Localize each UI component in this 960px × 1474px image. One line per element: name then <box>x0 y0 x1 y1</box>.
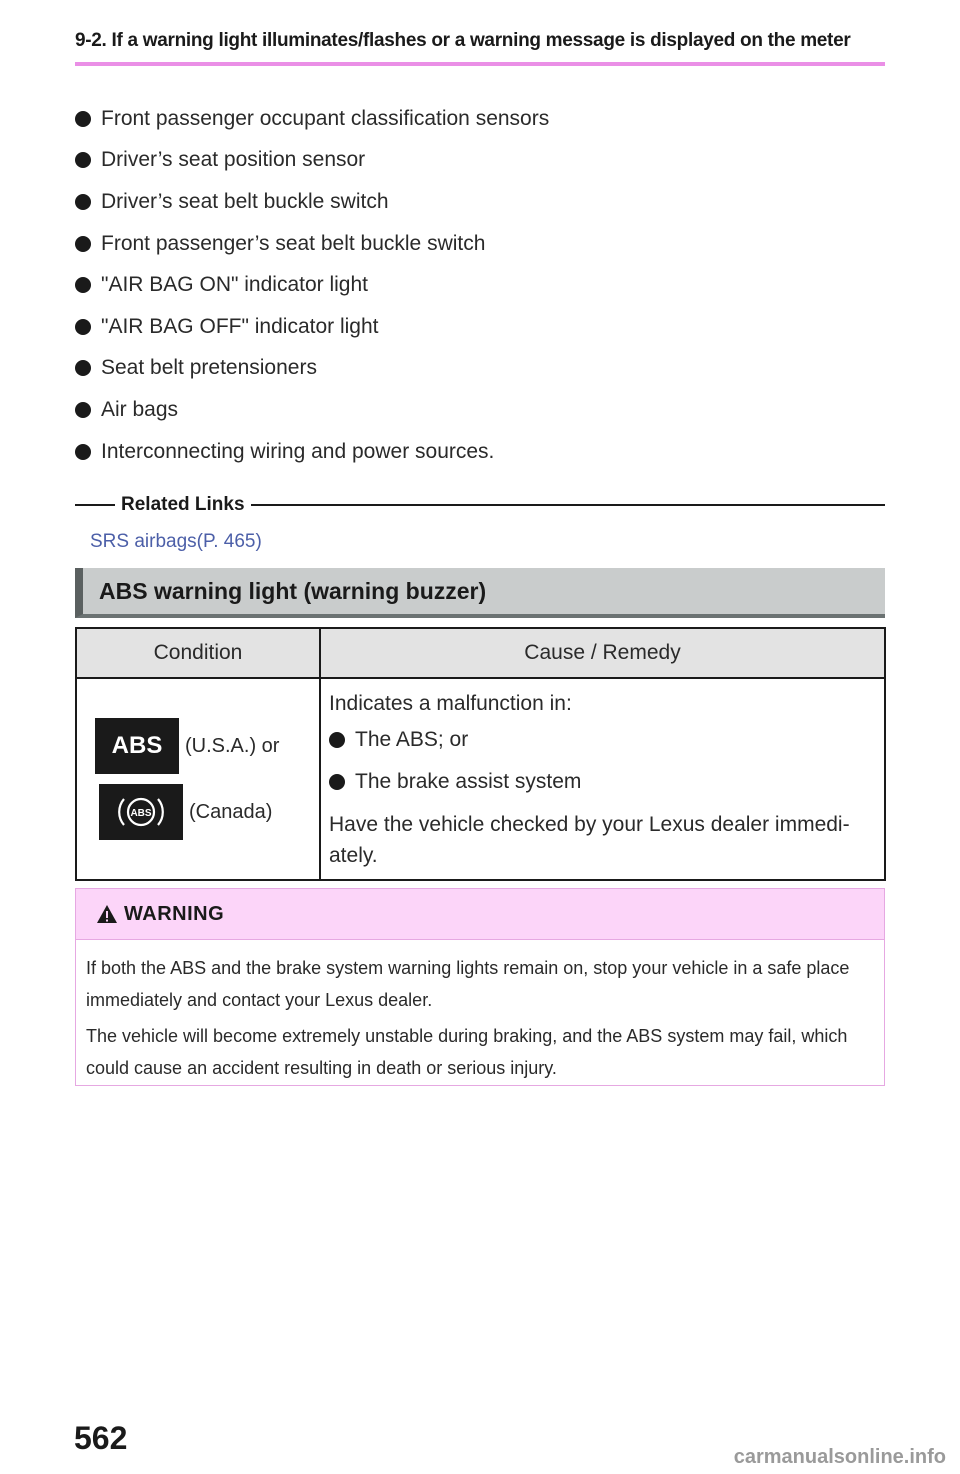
divider <box>75 504 115 506</box>
list-item <box>75 223 885 265</box>
condition-canada <box>99 784 319 840</box>
list-item <box>75 140 885 182</box>
bullet-dot-icon <box>329 774 345 790</box>
related-links-heading <box>75 490 885 520</box>
list-item-text: Driver’s seat belt buckle switch <box>101 189 389 213</box>
table-row <box>76 678 885 880</box>
condition-cell <box>76 678 320 880</box>
list-item <box>75 306 885 348</box>
bullet-dot-icon <box>75 152 91 168</box>
table-header-row <box>76 628 885 678</box>
list-item-text: Driver’s seat position sensor <box>101 148 366 172</box>
bullet-dot-icon <box>75 402 91 418</box>
warning-paragraph: The vehicle will become extremely unstable during braking, and the ABS system may fail, which could cause an accident resulting in death or serious injury. <box>86 1026 848 1078</box>
condition-usa <box>95 718 319 774</box>
abs-warning-light-icon: ABS <box>95 718 179 774</box>
list-item <box>75 181 885 223</box>
cause-remedy-cell <box>320 678 885 880</box>
list-item <box>75 98 885 140</box>
remedy-action: Have the vehicle checked by your Lexus dealer immedi-ately. <box>329 813 850 867</box>
warning-paragraph: If both the ABS and the brake system warning lights remain on, stop your vehicle in a safe place immediately and contact your Lexus dealer. <box>86 958 850 1010</box>
bullet-dot-icon <box>75 111 91 127</box>
warning-triangle-icon <box>96 904 118 924</box>
bullet-dot-icon <box>75 444 91 460</box>
watermark: carmanualsonline.info <box>733 1446 946 1468</box>
srs-airbags-link[interactable]: SRS airbags(P. 465) <box>90 531 262 552</box>
abs-circle-warning-light-icon <box>99 784 183 840</box>
remedy-item-text: The ABS; or <box>355 728 469 751</box>
page-header-title: 9-2. If a warning light illuminates/flashes or a warning message is displayed on the meter <box>75 30 885 66</box>
bullet-dot-icon <box>75 319 91 335</box>
list-item <box>75 348 885 390</box>
warning-body <box>76 940 884 1084</box>
list-item-text: Air bags <box>101 397 179 421</box>
usa-label: (U.S.A.) or <box>185 734 280 757</box>
canada-label: (Canada) <box>189 800 273 823</box>
warning-title: WARNING <box>124 902 225 925</box>
column-header-cause-remedy: Cause / Remedy <box>320 628 885 678</box>
list-item-text: "AIR BAG ON" indicator light <box>101 273 369 297</box>
divider <box>251 504 885 506</box>
list-item-text: Interconnecting wiring and power sources. <box>101 439 495 463</box>
bullet-dot-icon <box>75 194 91 210</box>
remedy-list-item <box>329 761 874 803</box>
remedy-intro: Indicates a malfunction in: <box>329 692 572 715</box>
list-item <box>75 431 885 473</box>
list-item <box>75 389 885 431</box>
remedy-list-item <box>329 719 874 761</box>
bullet-dot-icon <box>329 732 345 748</box>
column-header-condition: Condition <box>76 628 320 678</box>
bullet-dot-icon <box>75 236 91 252</box>
components-list <box>75 98 885 472</box>
remedy-item-text: The brake assist system <box>355 770 582 793</box>
page-number: 562 <box>74 1420 128 1456</box>
bullet-dot-icon <box>75 277 91 293</box>
bullet-dot-icon <box>75 360 91 376</box>
warning-light-table <box>75 627 886 881</box>
list-item-text: "AIR BAG OFF" indicator light <box>101 314 379 338</box>
round-badge-text: ABS <box>130 808 152 819</box>
section-title: ABS warning light (warning buzzer) <box>75 568 885 618</box>
warning-header <box>76 889 884 940</box>
list-item-text: Front passenger occupant classification sensors <box>101 106 550 130</box>
warning-box <box>75 888 885 1086</box>
related-links-title: Related Links <box>121 494 245 515</box>
list-item-text: Seat belt pretensioners <box>101 356 317 380</box>
list-item-text: Front passenger’s seat belt buckle switch <box>101 231 486 255</box>
list-item <box>75 264 885 306</box>
